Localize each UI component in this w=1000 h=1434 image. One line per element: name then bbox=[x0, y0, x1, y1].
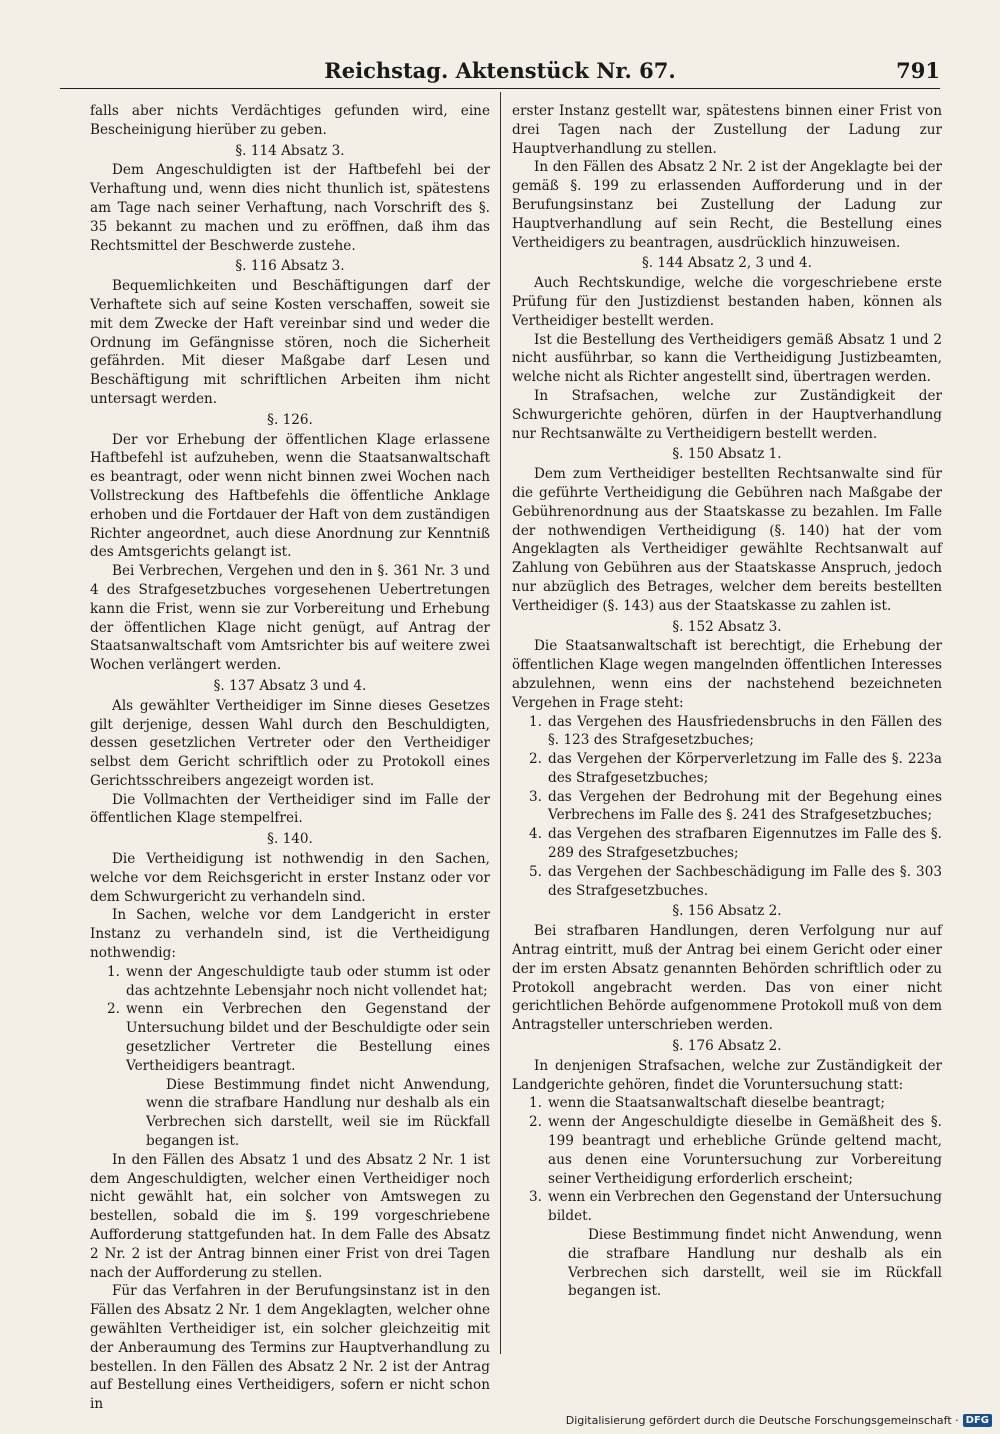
list-item bbox=[520, 1094, 942, 1113]
footer bbox=[566, 1414, 992, 1427]
section-heading: §. 126. bbox=[267, 411, 313, 428]
left-column bbox=[90, 102, 490, 1413]
paragraph: Ist die Bestellung des Vertheidigers gemäß Absatz 1 und 2 nicht ausführbar, so kann die Vertheidigung Justizbeamten, welche nicht als Richter angestellt sind, übertragen werden. bbox=[512, 331, 942, 386]
list-item bbox=[520, 825, 942, 863]
paragraph: falls aber nichts Verdächtiges gefunden wird, eine Bescheinigung hierüber zu geben. bbox=[90, 103, 490, 138]
list-item-number: 1. bbox=[107, 963, 120, 980]
list-item-text: das Vergehen des Hausfriedensbruchs in den Fällen des §. 123 des Strafgesetzbuches; bbox=[548, 713, 942, 749]
header-rule bbox=[60, 88, 940, 89]
list-item bbox=[520, 1113, 942, 1188]
list-item-text: wenn ein Verbrechen den Gegenstand der Untersuchung bildet und der Beschuldigte oder sein gesetzlicher Vertreter die Bestellung eines Vertheidigers beantragt. bbox=[126, 1001, 490, 1074]
list-item-number: 2. bbox=[529, 751, 542, 768]
section-heading: §. 144 Absatz 2, 3 und 4. bbox=[641, 255, 812, 272]
paragraph: In Sachen, welche vor dem Landgericht in erster Instanz zu verhandeln sind, ist die Vertheidigung nothwendig: bbox=[90, 907, 490, 962]
section-heading: §. 176 Absatz 2. bbox=[672, 1038, 782, 1055]
indented-note: Diese Bestimmung findet nicht Anwendung, wenn die strafbare Handlung nur deshalb als ein Verbrechen sich darstellt, weil sie im Rückfall begangen ist. bbox=[568, 1227, 942, 1300]
list-item bbox=[98, 963, 490, 1001]
list-item bbox=[520, 713, 942, 751]
paragraph: Auch Rechtskundige, welche die vorgeschriebene erste Prüfung für den Justizdienst bestanden haben, können als Vertheidiger bestellt werden. bbox=[512, 275, 942, 329]
dfg-logo: DFG bbox=[963, 1414, 992, 1427]
indented-note: Diese Bestimmung findet nicht Anwendung, wenn die strafbare Handlung nur deshalb als ein Verbrechen sich darstellt, weil sie im Rückfall begangen ist. bbox=[146, 1076, 490, 1150]
list-item-text: das Vergehen der Körperverletzung im Falle des §. 223a des Strafgesetzbuches; bbox=[548, 751, 942, 786]
paragraph: Für das Verfahren in der Berufungsinstanz ist in den Fällen des Absatz 2 Nr. 1 dem Angeklagten, welcher ohne gewählten Vertheidiger ist, ein solcher gleichzeitig mit der Anberaumung des Termins zur Hauptverhandlung zu bestellen. In den Fällen des Absatz 2 Nr. 2 ist der Antrag auf Bestellung eines Vertheidigers, sofern er nicht schon in bbox=[90, 1283, 490, 1413]
paragraph: Die Staatsanwaltschaft ist berechtigt, die Erhebung der öffentlichen Klage wegen mangelnden öffentlichen Interesses abzulehnen, wenn eins der nachstehend bezeichneten Vergehen in Frage steht: bbox=[512, 638, 942, 711]
section-heading: §. 116 Absatz 3. bbox=[235, 258, 345, 275]
page-number: 791 bbox=[896, 58, 940, 83]
paragraph: Dem Angeschuldigten ist der Haftbefehl bei der Verhaftung und, wenn dies nicht thunlich ist, spätestens am Tage nach seiner Verhaftung, nach Vorschrift des §. 35 bekannt zu machen und zu eröffnen, daß ihm das Rechtsmittel der Beschwerde zustehe. bbox=[90, 162, 490, 254]
list-item-number: 3. bbox=[529, 788, 542, 805]
paragraph: In den Fällen des Absatz 1 und des Absatz 2 Nr. 1 ist dem Angeschuldigten, welcher einen Vertheidiger noch nicht gewählt hat, ein solcher von Amtswegen zu bestellen, sobald die im §. 199 vorgeschriebene Aufforderung stattgefunden hat. In dem Falle des Absatz 2 Nr. 2 ist der Antrag binnen einer Frist von drei Tagen nach der Aufforderung zu stellen. bbox=[90, 1151, 490, 1281]
right-column bbox=[512, 102, 942, 1352]
section-heading: §. 137 Absatz 3 und 4. bbox=[213, 677, 367, 694]
list-item-text: wenn ein Verbrechen den Gegenstand der Untersuchung bildet. bbox=[548, 1189, 942, 1225]
list-item-number: 2. bbox=[529, 1114, 542, 1131]
section-heading: §. 114 Absatz 3. bbox=[235, 142, 345, 159]
list-item bbox=[520, 788, 942, 826]
footer-credit: Digitalisierung gefördert durch die Deutsche Forschungsgemeinschaft · bbox=[565, 1414, 959, 1427]
paragraph: Die Vollmachten der Vertheidiger sind im Falle der öffentlichen Klage stempelfrei. bbox=[90, 791, 490, 827]
section-heading: §. 140. bbox=[267, 831, 313, 848]
paragraph: Bequemlichkeiten und Beschäftigungen darf der Verhaftete sich auf seine Kosten verschaffen, soweit sie mit dem Zwecke der Haft vereinbar sind und weder die Ordnung im Gefängnisse stören, noch die Sicherheit gefährden. Mit dieser Maßgabe darf Lesen und Beschäftigung mit schriftlichen Arbeiten ihm nicht untersagt werden. bbox=[90, 278, 490, 407]
list-item-number: 1. bbox=[529, 1095, 542, 1112]
list-item-text: wenn der Angeschuldigte dieselbe in Gemäßheit des §. 199 beantragt und erhebliche Gründe geltend macht, aus denen eine Voruntersuchung zur Vorbereitung seiner Vertheidigung erforderlich erscheint; bbox=[548, 1114, 942, 1187]
paragraph: In denjenigen Strafsachen, welche zur Zuständigkeit der Landgerichte gehören, findet die Voruntersuchung statt: bbox=[512, 1057, 942, 1093]
list-item-text: das Vergehen der Bedrohung mit der Begehung eines Verbrechens im Falle des §. 241 des Strafgesetzbuches; bbox=[548, 788, 942, 824]
list-item bbox=[520, 750, 942, 788]
running-title: Reichstag. Aktenstück Nr. 67. bbox=[324, 58, 676, 83]
list-item-number: 1. bbox=[529, 713, 542, 730]
list-item-text: wenn der Angeschuldigte taub oder stumm ist oder das achtzehnte Lebensjahr noch nicht vollendet hat; bbox=[126, 963, 490, 999]
paragraph: Bei strafbaren Handlungen, deren Verfolgung nur auf Antrag eintritt, muß der Antrag bei einem Gericht oder einer der im ersten Absatz genannten Behörden schriftlich oder zu Protokoll angebracht werden. Das von einer nicht gerichtlichen Behörde aufgenommene Protokoll muß von dem Antragsteller unterschrieben werden. bbox=[512, 923, 942, 1034]
list-item-number: 4. bbox=[529, 826, 542, 843]
list-item-number: 3. bbox=[529, 1189, 542, 1206]
paragraph: Dem zum Vertheidiger bestellten Rechtsanwalte sind für die geführte Vertheidigung die Gebühren nach Maßgabe der Gebührenordnung aus der Staatskasse zu bezahlen. Im Falle der nothwendigen Vertheidigung (§. 140) hat der vom Angeklagten als Vertheidiger gewählte Rechtsanwalt auf Zahlung von Gebühren aus der Staatskasse Anspruch, jedoch nur abzüglich des Betrages, welcher dem bereits bestellten Vertheidiger (§. 143) aus der Staatskasse zu zahlen ist. bbox=[512, 466, 942, 614]
paragraph: In Strafsachen, welche zur Zuständigkeit der Schwurgerichte gehören, dürfen in der Hauptverhandlung nur Rechtsanwälte zu Vertheidigern bestellt werden. bbox=[512, 387, 942, 442]
list-item bbox=[520, 863, 942, 901]
column-divider bbox=[500, 92, 501, 1354]
paragraph: Der vor Erhebung der öffentlichen Klage erlassene Haftbefehl ist aufzuheben, wenn die Staatsanwaltschaft es beantragt, oder wenn nicht binnen zwei Wochen nach Vollstreckung des Haftbefehls die öffentliche Anklage erhoben und die Fortdauer der Haft von dem zuständigen Richter angeordnet, auch diese Anordnung zur Kenntniß des Amtsgerichts gelangt ist. bbox=[90, 431, 490, 561]
paragraph: Bei Verbrechen, Vergehen und den in §. 361 Nr. 3 und 4 des Strafgesetzbuches vorgesehenen Uebertretungen kann die Frist, wenn sie zur Vorbereitung und Erhebung der öffentlichen Klage nicht genügt, auf Antrag der Staatsanwaltschaft vom Amtsrichter bis auf weitere zwei Wochen verlängert werden. bbox=[90, 563, 490, 674]
section-heading: §. 152 Absatz 3. bbox=[672, 618, 782, 635]
list-item bbox=[98, 1000, 490, 1075]
section-heading: §. 150 Absatz 1. bbox=[672, 446, 782, 463]
list-item-text: das Vergehen der Sachbeschädigung im Falle des §. 303 des Strafgesetzbuches. bbox=[548, 863, 942, 899]
list-item-number: 5. bbox=[529, 863, 542, 880]
paragraph: In den Fällen des Absatz 2 Nr. 2 ist der Angeklagte bei der gemäß §. 199 zu erlassenden Aufforderung und in der Berufungsinstanz bei Zustellung der Ladung zur Hauptverhandlung auf sein Recht, die Bestellung eines Vertheidigers zu beantragen, ausdrücklich hinzuweisen. bbox=[512, 159, 942, 251]
paragraph: erster Instanz gestellt war, spätestens binnen einer Frist von drei Tagen nach der Zustellung der Ladung zur Hauptverhandlung zu stellen. bbox=[512, 103, 942, 157]
section-heading: §. 156 Absatz 2. bbox=[672, 903, 782, 920]
list-item bbox=[520, 1188, 942, 1226]
list-item-text: wenn die Staatsanwaltschaft dieselbe beantragt; bbox=[548, 1095, 885, 1112]
list-item-number: 2. bbox=[107, 1001, 120, 1018]
list-item-text: das Vergehen des strafbaren Eigennutzes im Falle des §. 289 des Strafgesetzbuches; bbox=[548, 826, 942, 862]
paragraph: Die Vertheidigung ist nothwendig in den Sachen, welche vor dem Reichsgericht in erster Instanz oder vor dem Schwurgericht zu verhandeln sind. bbox=[90, 851, 490, 905]
paragraph: Als gewählter Vertheidiger im Sinne dieses Gesetzes gilt derjenige, dessen Wahl durch den Beschuldigten, dessen gesetzlichen Vertreter oder den Vertheidiger selbst dem Gericht schriftlich oder zu Protokoll eines Gerichtsschreibers angezeigt worden ist. bbox=[90, 697, 490, 789]
page-header bbox=[60, 52, 940, 90]
